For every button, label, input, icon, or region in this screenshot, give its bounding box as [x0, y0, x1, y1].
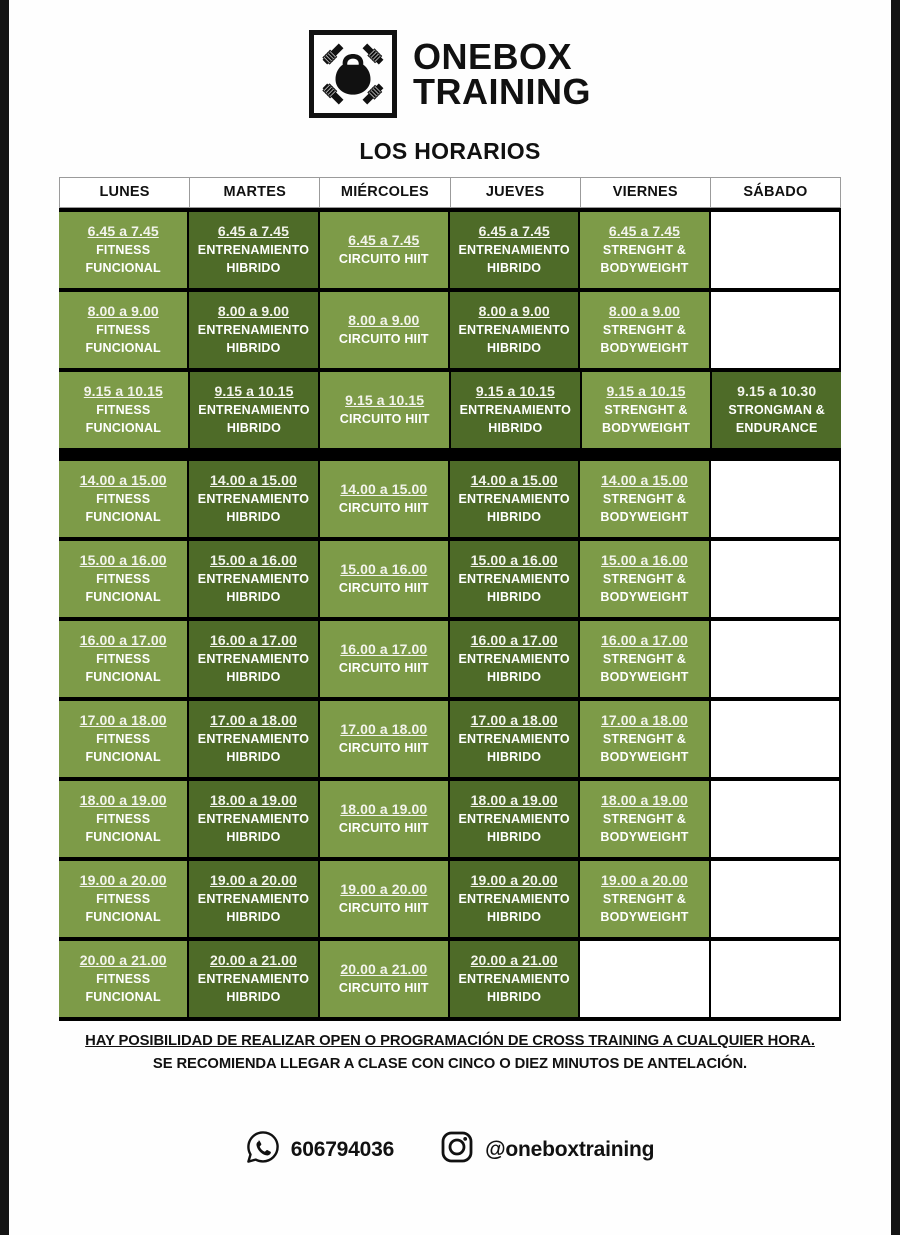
class-activity: ENTRENAMIENTO HIBRIDO: [197, 971, 310, 1004]
schedule-poster: [9, 0, 891, 1235]
class-time: 16.00 a 17.00: [340, 640, 428, 657]
class-activity: ENTRENAMIENTO HIBRIDO: [197, 571, 310, 604]
class-activity: FITNESS FUNCIONAL: [85, 731, 161, 764]
class-cell[interactable]: [580, 701, 710, 777]
class-cell-empty: [711, 621, 841, 697]
class-activity: FITNESS FUNCIONAL: [85, 811, 161, 844]
class-cell-empty: [711, 781, 841, 857]
class-time: 20.00 a 21.00: [340, 960, 428, 977]
class-cell[interactable]: [450, 781, 580, 857]
class-time: 9.15 a 10.15: [606, 382, 686, 399]
class-cell-empty: [711, 292, 841, 368]
class-time: 19.00 a 20.00: [470, 871, 558, 888]
class-cell[interactable]: [582, 372, 713, 448]
class-time: 15.00 a 16.00: [601, 551, 688, 568]
schedule-row: [59, 541, 841, 617]
class-cell[interactable]: [59, 372, 190, 448]
class-cell[interactable]: [451, 372, 582, 448]
class-cell[interactable]: [580, 781, 710, 857]
class-cell[interactable]: [59, 781, 189, 857]
class-time: 14.00 a 15.00: [601, 471, 688, 488]
class-cell[interactable]: [189, 461, 319, 537]
class-cell[interactable]: [580, 621, 710, 697]
class-activity: FITNESS FUNCIONAL: [85, 571, 161, 604]
class-time: 18.00 a 19.00: [340, 800, 428, 817]
class-activity: STRENGHT & BODYWEIGHT: [600, 571, 689, 604]
class-time: 17.00 a 18.00: [340, 720, 428, 737]
class-activity: ENTRENAMIENTO HIBRIDO: [197, 811, 310, 844]
schedule-row: [59, 212, 841, 288]
class-time: 17.00 a 18.00: [601, 711, 688, 728]
class-cell[interactable]: [580, 461, 710, 537]
whatsapp-contact[interactable]: [246, 1130, 394, 1169]
class-cell-empty: [711, 941, 841, 1017]
table-body: [59, 208, 841, 1021]
day-header-martes: MARTES: [189, 177, 319, 208]
class-cell[interactable]: [59, 212, 189, 288]
class-activity: ENTRENAMIENTO HIBRIDO: [458, 322, 570, 355]
class-activity: ENTRENAMIENTO HIBRIDO: [197, 891, 310, 924]
class-activity: ENTRENAMIENTO HIBRIDO: [197, 651, 310, 684]
class-time: 20.00 a 21.00: [79, 951, 167, 968]
viewer-frame-left: [0, 0, 9, 1235]
class-cell[interactable]: [450, 621, 580, 697]
class-cell-empty: [711, 212, 841, 288]
class-activity: ENTRENAMIENTO HIBRIDO: [197, 242, 310, 275]
class-activity: CIRCUITO HIIT: [338, 500, 429, 515]
class-cell[interactable]: [320, 541, 450, 617]
instagram-icon: [440, 1130, 474, 1169]
class-activity: CIRCUITO HIIT: [338, 331, 429, 346]
table-header-row: [59, 177, 841, 208]
class-activity: FITNESS FUNCIONAL: [85, 242, 161, 275]
class-time: 9.15 a 10.15: [345, 391, 425, 408]
schedule-row: [59, 372, 841, 448]
class-time: 14.00 a 15.00: [79, 471, 167, 488]
class-time: 6.45 a 7.45: [348, 231, 420, 248]
day-header-jueves: JUEVES: [450, 177, 580, 208]
class-cell[interactable]: [450, 701, 580, 777]
class-cell[interactable]: [59, 461, 189, 537]
class-time: 6.45 a 7.45: [608, 222, 681, 239]
schedule-row: [59, 941, 841, 1017]
class-time: 9.15 a 10.30: [737, 382, 817, 399]
class-cell[interactable]: [450, 861, 580, 937]
class-time: 15.00 a 16.00: [210, 551, 297, 568]
instagram-contact[interactable]: [440, 1130, 654, 1169]
class-cell[interactable]: [320, 621, 450, 697]
brand-name-line1: ONEBOX: [413, 35, 573, 77]
class-activity: ENTRENAMIENTO HIBRIDO: [458, 571, 570, 604]
class-cell[interactable]: [580, 212, 710, 288]
class-time: 9.15 a 10.15: [214, 382, 294, 399]
row-separator: [59, 448, 841, 461]
kettlebell-barbell-icon: [309, 30, 397, 118]
class-activity: ENTRENAMIENTO HIBRIDO: [198, 402, 310, 435]
class-cell[interactable]: [450, 292, 580, 368]
class-activity: ENTRENAMIENTO HIBRIDO: [197, 731, 310, 764]
class-time: 6.45 a 7.45: [478, 222, 550, 239]
class-time: 18.00 a 19.00: [470, 791, 558, 808]
class-activity: FITNESS FUNCIONAL: [85, 651, 161, 684]
class-activity: CIRCUITO HIIT: [338, 740, 429, 755]
class-time: 16.00 a 17.00: [470, 631, 558, 648]
class-cell[interactable]: [320, 941, 450, 1017]
class-cell[interactable]: [320, 861, 450, 937]
class-activity: FITNESS FUNCIONAL: [85, 402, 162, 435]
class-cell[interactable]: [320, 372, 451, 448]
class-activity: FITNESS FUNCIONAL: [85, 971, 161, 1004]
class-cell[interactable]: [189, 781, 319, 857]
class-time: 15.00 a 16.00: [79, 551, 167, 568]
class-activity: FITNESS FUNCIONAL: [85, 322, 161, 355]
class-time: 17.00 a 18.00: [470, 711, 558, 728]
class-cell[interactable]: [189, 861, 319, 937]
class-time: 19.00 a 20.00: [340, 880, 428, 897]
day-header-sábado: SÁBADO: [710, 177, 841, 208]
schedule-row: [59, 461, 841, 537]
instagram-handle: @oneboxtraining: [485, 1137, 655, 1161]
class-cell[interactable]: [580, 861, 710, 937]
page-title: LOS HORARIOS: [359, 138, 541, 164]
class-time: 8.00 a 9.00: [608, 302, 681, 319]
viewer-frame-right: [891, 0, 900, 1235]
class-activity: ENTRENAMIENTO HIBRIDO: [458, 971, 570, 1004]
class-activity: STRONGMAN & ENDURANCE: [728, 402, 826, 435]
class-cell[interactable]: [189, 541, 319, 617]
class-activity: FITNESS FUNCIONAL: [85, 891, 161, 924]
class-activity: ENTRENAMIENTO HIBRIDO: [197, 322, 310, 355]
class-time: 19.00 a 20.00: [210, 871, 297, 888]
class-cell[interactable]: [190, 372, 321, 448]
class-activity: STRENGHT & BODYWEIGHT: [600, 731, 689, 764]
class-time: 8.00 a 9.00: [87, 302, 159, 319]
class-time: 19.00 a 20.00: [79, 871, 167, 888]
class-cell[interactable]: [320, 292, 450, 368]
class-time: 16.00 a 17.00: [79, 631, 167, 648]
schedule-row: [59, 292, 841, 368]
class-time: 17.00 a 18.00: [79, 711, 167, 728]
class-cell-empty: [711, 701, 841, 777]
class-cell[interactable]: [59, 941, 189, 1017]
class-time: 8.00 a 9.00: [348, 311, 420, 328]
class-activity: ENTRENAMIENTO HIBRIDO: [458, 651, 570, 684]
class-activity: STRENGHT & BODYWEIGHT: [600, 811, 689, 844]
class-cell[interactable]: [189, 941, 319, 1017]
class-time: 9.15 a 10.15: [83, 382, 163, 399]
class-activity: CIRCUITO HIIT: [338, 660, 429, 675]
class-activity: ENTRENAMIENTO HIBRIDO: [459, 402, 572, 435]
brand-logo: [9, 0, 891, 118]
footer-notes: [9, 1033, 891, 1072]
class-time: 14.00 a 15.00: [470, 471, 558, 488]
class-activity: CIRCUITO HIIT: [338, 980, 429, 995]
class-cell[interactable]: [450, 541, 580, 617]
class-time: 14.00 a 15.00: [210, 471, 297, 488]
class-activity: CIRCUITO HIIT: [339, 411, 430, 426]
class-cell[interactable]: [59, 861, 189, 937]
schedule-row: [59, 861, 841, 937]
class-cell[interactable]: [59, 621, 189, 697]
class-time: 8.00 a 9.00: [217, 302, 290, 319]
class-cell[interactable]: [580, 541, 710, 617]
class-time: 17.00 a 18.00: [210, 711, 297, 728]
class-activity: ENTRENAMIENTO HIBRIDO: [197, 491, 310, 524]
class-cell[interactable]: [450, 461, 580, 537]
class-activity: STRENGHT & BODYWEIGHT: [601, 402, 691, 435]
contact-bar: [9, 1130, 891, 1169]
class-cell[interactable]: [320, 701, 450, 777]
class-cell[interactable]: [189, 701, 319, 777]
class-activity: STRENGHT & BODYWEIGHT: [600, 322, 689, 355]
class-cell[interactable]: [712, 372, 841, 448]
class-time: 18.00 a 19.00: [210, 791, 297, 808]
class-time: 19.00 a 20.00: [601, 871, 688, 888]
class-activity: ENTRENAMIENTO HIBRIDO: [458, 491, 570, 524]
day-header-miércoles: MIÉRCOLES: [319, 177, 449, 208]
class-cell[interactable]: [580, 292, 710, 368]
class-activity: STRENGHT & BODYWEIGHT: [600, 491, 689, 524]
class-cell-empty: [711, 861, 841, 937]
class-activity: ENTRENAMIENTO HIBRIDO: [458, 811, 570, 844]
note-line-1: HAY POSIBILIDAD DE REALIZAR OPEN O PROGRAMACIÓN DE CROSS TRAINING A CUALQUIER HORA.: [85, 1033, 815, 1049]
class-cell[interactable]: [189, 621, 319, 697]
class-activity: ENTRENAMIENTO HIBRIDO: [458, 891, 570, 924]
class-cell-empty: [580, 941, 710, 1017]
day-header-viernes: VIERNES: [580, 177, 710, 208]
class-activity: FITNESS FUNCIONAL: [85, 491, 161, 524]
table-bottom-rule: [59, 1017, 841, 1021]
class-cell-empty: [711, 461, 841, 537]
class-cell[interactable]: [450, 212, 580, 288]
class-activity: STRENGHT & BODYWEIGHT: [600, 242, 689, 275]
note-line-2: SE RECOMIENDA LLEGAR A CLASE CON CINCO O DIEZ MINUTOS DE ANTELACIÓN.: [152, 1056, 748, 1072]
brand-name-line2: TRAINING: [413, 71, 591, 112]
class-cell-empty: [711, 541, 841, 617]
class-activity: CIRCUITO HIIT: [338, 820, 429, 835]
class-cell[interactable]: [189, 212, 319, 288]
class-activity: STRENGHT & BODYWEIGHT: [600, 651, 689, 684]
class-activity: CIRCUITO HIIT: [338, 251, 429, 266]
class-cell[interactable]: [320, 781, 450, 857]
class-time: 15.00 a 16.00: [340, 560, 428, 577]
class-time: 20.00 a 21.00: [210, 951, 297, 968]
class-activity: CIRCUITO HIIT: [338, 900, 429, 915]
class-activity: ENTRENAMIENTO HIBRIDO: [458, 242, 570, 275]
class-cell[interactable]: [320, 212, 450, 288]
class-time: 18.00 a 19.00: [79, 791, 167, 808]
class-activity: ENTRENAMIENTO HIBRIDO: [458, 731, 570, 764]
day-header-lunes: LUNES: [59, 177, 189, 208]
class-time: 6.45 a 7.45: [217, 222, 290, 239]
schedule-row: [59, 621, 841, 697]
class-time: 8.00 a 9.00: [478, 302, 550, 319]
class-time: 20.00 a 21.00: [470, 951, 558, 968]
class-cell[interactable]: [320, 461, 450, 537]
class-cell[interactable]: [59, 541, 189, 617]
class-cell[interactable]: [59, 292, 189, 368]
class-time: 6.45 a 7.45: [87, 222, 159, 239]
class-time: 16.00 a 17.00: [210, 631, 297, 648]
schedule-table: [59, 177, 841, 1021]
class-time: 16.00 a 17.00: [601, 631, 688, 648]
schedule-row: [59, 701, 841, 777]
class-activity: STRENGHT & BODYWEIGHT: [600, 891, 689, 924]
class-time: 15.00 a 16.00: [470, 551, 558, 568]
class-time: 18.00 a 19.00: [601, 791, 688, 808]
whatsapp-icon: [246, 1130, 280, 1169]
class-cell[interactable]: [450, 941, 580, 1017]
class-cell[interactable]: [59, 701, 189, 777]
class-activity: CIRCUITO HIIT: [338, 580, 429, 595]
schedule-row: [59, 781, 841, 857]
whatsapp-number: 606794036: [290, 1137, 395, 1161]
class-cell[interactable]: [189, 292, 319, 368]
class-time: 14.00 a 15.00: [340, 480, 428, 497]
class-time: 9.15 a 10.15: [475, 382, 555, 399]
